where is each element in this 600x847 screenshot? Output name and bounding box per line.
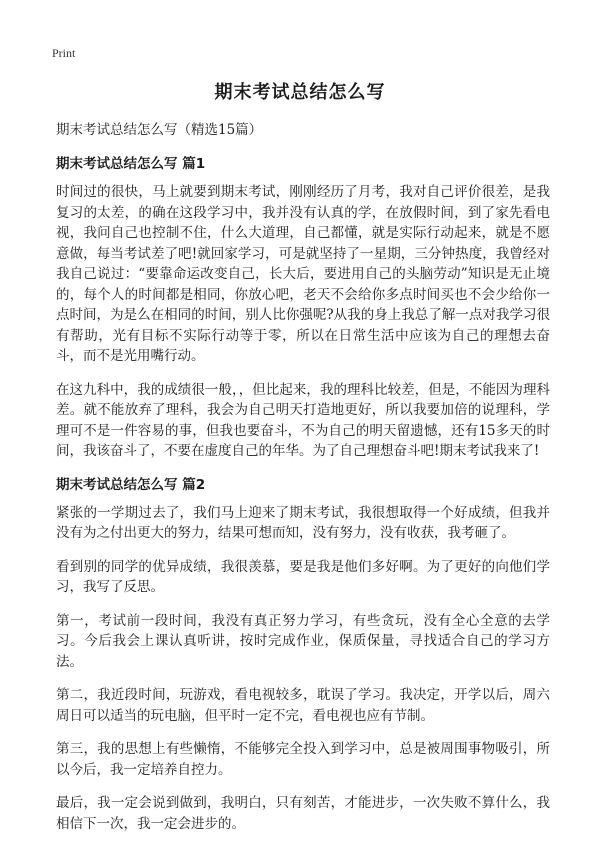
paragraph: 看到别的同学的优异成绩，我很羡慕，要是我是他们多好啊。为了更好的向他们学习，我写了反思。 [56, 558, 550, 595]
section-heading-1: 期末考试总结怎么写 篇1 [56, 156, 206, 172]
section-heading-2: 期末考试总结怎么写 篇2 [56, 476, 206, 493]
paragraph: 第三，我的思想上有些懒惰，不能够完全投入到学习中，总是被周围事物吸引，所以今后，我一定培养自控力。 [56, 741, 550, 778]
paragraph: 第一，考试前一段时间，我没有真正努力学习，有些贪玩，没有全心全意的去学习。今后我会上课认真听讲，按时完成作业，保质保量，寻找适合自己的学习方法。 [56, 612, 550, 670]
article-subtitle: 期末考试总结怎么写（精选15篇） [56, 122, 263, 138]
paragraph: 紧张的一学期过去了，我们马上迎来了期末考试，我很想取得一个好成绩，但我并没有为之付出更大的努力，结果可想而知，没有努力，没有收获，我考砸了。 [56, 504, 550, 541]
article-body [56, 120, 550, 847]
page-title: 期末考试总结怎么写 [214, 82, 386, 103]
print-link[interactable]: Print [52, 46, 76, 60]
paragraph: 时间过的很快，马上就要到期末考试，刚刚经历了月考，我对自己评价很差，是我复习的太差，的确在这段学习中，我并没有认真的学，在放假时间，到了家先看电视，我问自己也控制不住，什么大道理，自己都懂，就是实际行动起来，就是不愿意做，每当考试差了吧!就回家学习，可是就坚持了一星期，三分钟热度，我曾经对我自己说过：“要靠命运改变自己，长大后，要进用自己的头脑劳动”知识是无止境的，每个人的时间都是相同，你放心吧，老天不会给你多点时间买也不会少给你一点时间，为是么在相同的时间，别人比你强呢?从我的身上我总了解一点对我学习很有帮助，光有目标不实际行动等于零，所以在日常生活中应该为自己的理想去奋斗，而不是光用嘴行动。 [56, 184, 550, 364]
paragraph: 第二，我近段时间，玩游戏，看电视较多，耽误了学习。我决定，开学以后，周六周日可以适当的玩电脑，但平时一定不完，看电视也应有节制。 [56, 687, 550, 724]
paragraph: 在这九科中，我的成绩很一般，，但比起来，我的理科比较差，但是，不能因为理科差。就不能放弃了理科，我会为自己明天打造地更好，所以我要加倍的说理科，学理可不是一件容易的事，但我也要奋斗，不为自己的明天留遗憾，还有15多天的时间，我该奋斗了，不要在虚度自己的年华。为了自己理想奋斗吧!期末考试我来了! [56, 381, 550, 459]
paragraph: 最后，我一定会说到做到，我明白，只有刻苦，才能进步，一次失败不算什么，我相信下一次，我一定会进步的。 [56, 795, 550, 832]
